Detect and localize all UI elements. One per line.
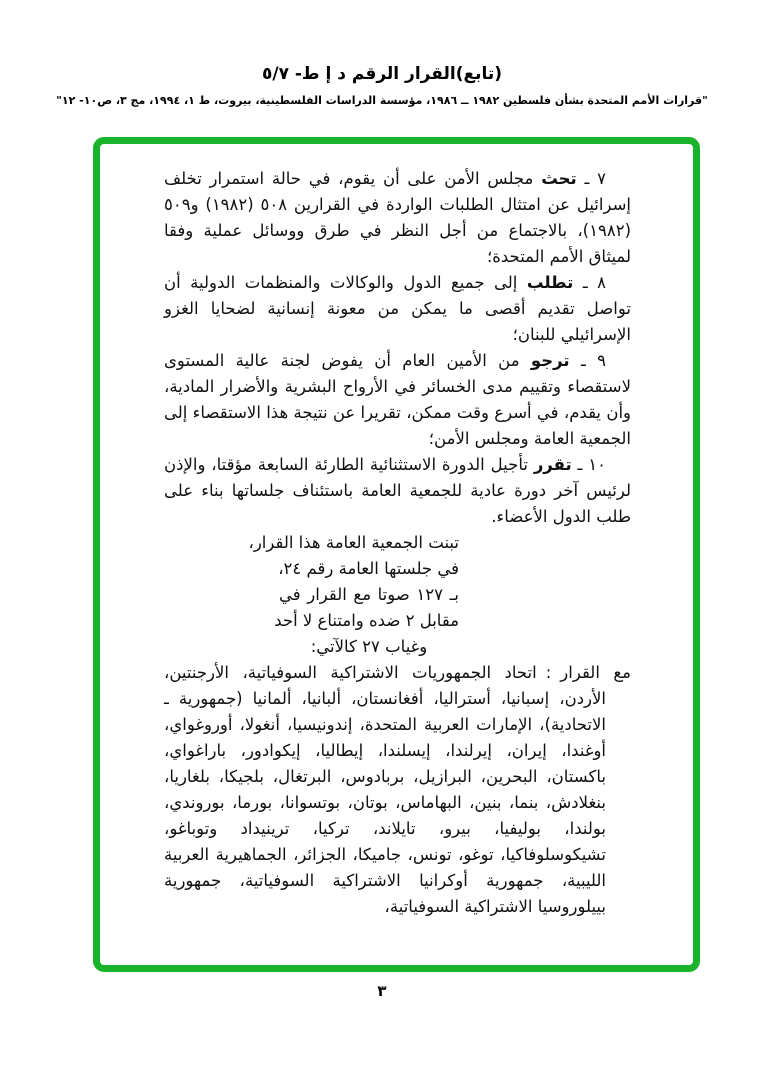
paragraph-number: ١٠ ـ (577, 455, 606, 474)
paragraph-number: ٧ ـ (584, 169, 607, 188)
operative-verb: تحث (541, 169, 577, 188)
page-header (0, 0, 764, 107)
paragraph-number: ٨ ـ (582, 273, 607, 292)
green-frame-border (93, 137, 700, 972)
operative-paragraph-10 (164, 452, 631, 530)
vote-line: تبنت الجمعية العامة هذا القرار، (248, 533, 459, 552)
resolution-title: (تابع)القرار الرقم د إ ط- ٥/٧ (261, 64, 502, 84)
paragraph-text: من الأمين العام أن يفوض لجنة عالية المستوى لاستقصاء وتقييم مدى الخسائر في الأرواح البشرية والأضرار المادية، وأن يقدم، في أسرع وقت ممكن، تقريرا عن نتيجة هذا الاستقصاء إلى الجمعية العامة ومجلس الأمن؛ (164, 351, 631, 448)
countries-with-resolution (164, 660, 631, 920)
resolution-body (100, 144, 693, 920)
source-citation: "قرارات الأمم المتحدة بشأن فلسطين ١٩٨٢ ــ ١٩٨٦، مؤسسة الدراسات الفلسطينية، بيروت، ط ١، ١٩٩٤، مج ٣، ص١٠- ١٢" (56, 94, 708, 107)
operative-verb: تقرر (533, 455, 572, 474)
operative-paragraph-8 (164, 270, 631, 348)
paragraph-text: إلى جميع الدول والوكالات والمنظمات الدولية أن تواصل تقديم أقصى ما يمكن من معونة إنسانية لضحايا الغزو الإسرائيلي للبنان؛ (164, 273, 631, 344)
paragraph-text: مجلس الأمن على أن يقوم، في حالة استمرار تخلف إسرائيل عن امتثال الطلبات الواردة في القرارين ٥٠٨ (١٩٨٢) و٥٠٩ (١٩٨٢)، بالاجتماع من أجل النظر في طرق ووسائل عملية وفقا لميثاق الأمم المتحدة؛ (164, 169, 631, 266)
operative-paragraph-7 (164, 166, 631, 270)
with-vote-label: مع القرار (560, 663, 631, 682)
vote-line: وغياب ٢٧ كالآتي: (310, 637, 428, 656)
vote-result-block (248, 530, 459, 660)
paragraph-number: ٩ ـ (580, 351, 606, 370)
vote-line: مقابل ٢ ضده وامتناع لا أحد (274, 611, 459, 630)
with-vote-colon: : (545, 663, 552, 682)
page-number: ٣ (377, 982, 387, 1000)
operative-paragraph-9 (164, 348, 631, 452)
paragraph-text: تأجيل الدورة الاستثنائية الطارئة السابعة مؤقتا، والإذن لرئيس آخر دورة عادية للجمعية العامة باستئناف جلساتها بناء على طلب الدول الأعضاء. (164, 455, 631, 526)
vote-line: بـ ١٢٧ صوتا مع القرار في (279, 585, 459, 604)
countries-list: اتحاد الجمهوريات الاشتراكية السوفياتية، الأرجنتين، الأردن، إسبانيا، أستراليا، أفغانستان، ألبانيا، ألمانيا (جمهورية ـ الاتحادية)، الإمارات العربية المتحدة، إندونيسيا، أنغولا، أوروغواي، أوغندا، إيران، إيرلندا، إيسلندا، إيطاليا، إيكوادور، باراغواي، باكستان، البحرين، البرازيل، بربادوس، البرتغال، بلجيكا، بلغاريا، بنغلادش، بنما، بنين، البهاماس، بوتان، بوتسوانا، بورما، بوروندي، بولندا، بوليفيا، بيرو، تايلاند، تركيا، ترينيداد وتوباغو، تشيكوسلوفاكيا، توغو، تونس، جاميكا، الجزائر، الجماهيرية العربية الليبية، جمهورية أوكرانيا الاشتراكية السوفياتية، جمهورية بييلوروسيا الاشتراكية السوفياتية، (164, 663, 606, 916)
vote-line: في جلستها العامة رقم ٢٤، (278, 559, 459, 578)
operative-verb: تطلب (526, 273, 574, 292)
operative-verb: ترجو (530, 351, 570, 370)
